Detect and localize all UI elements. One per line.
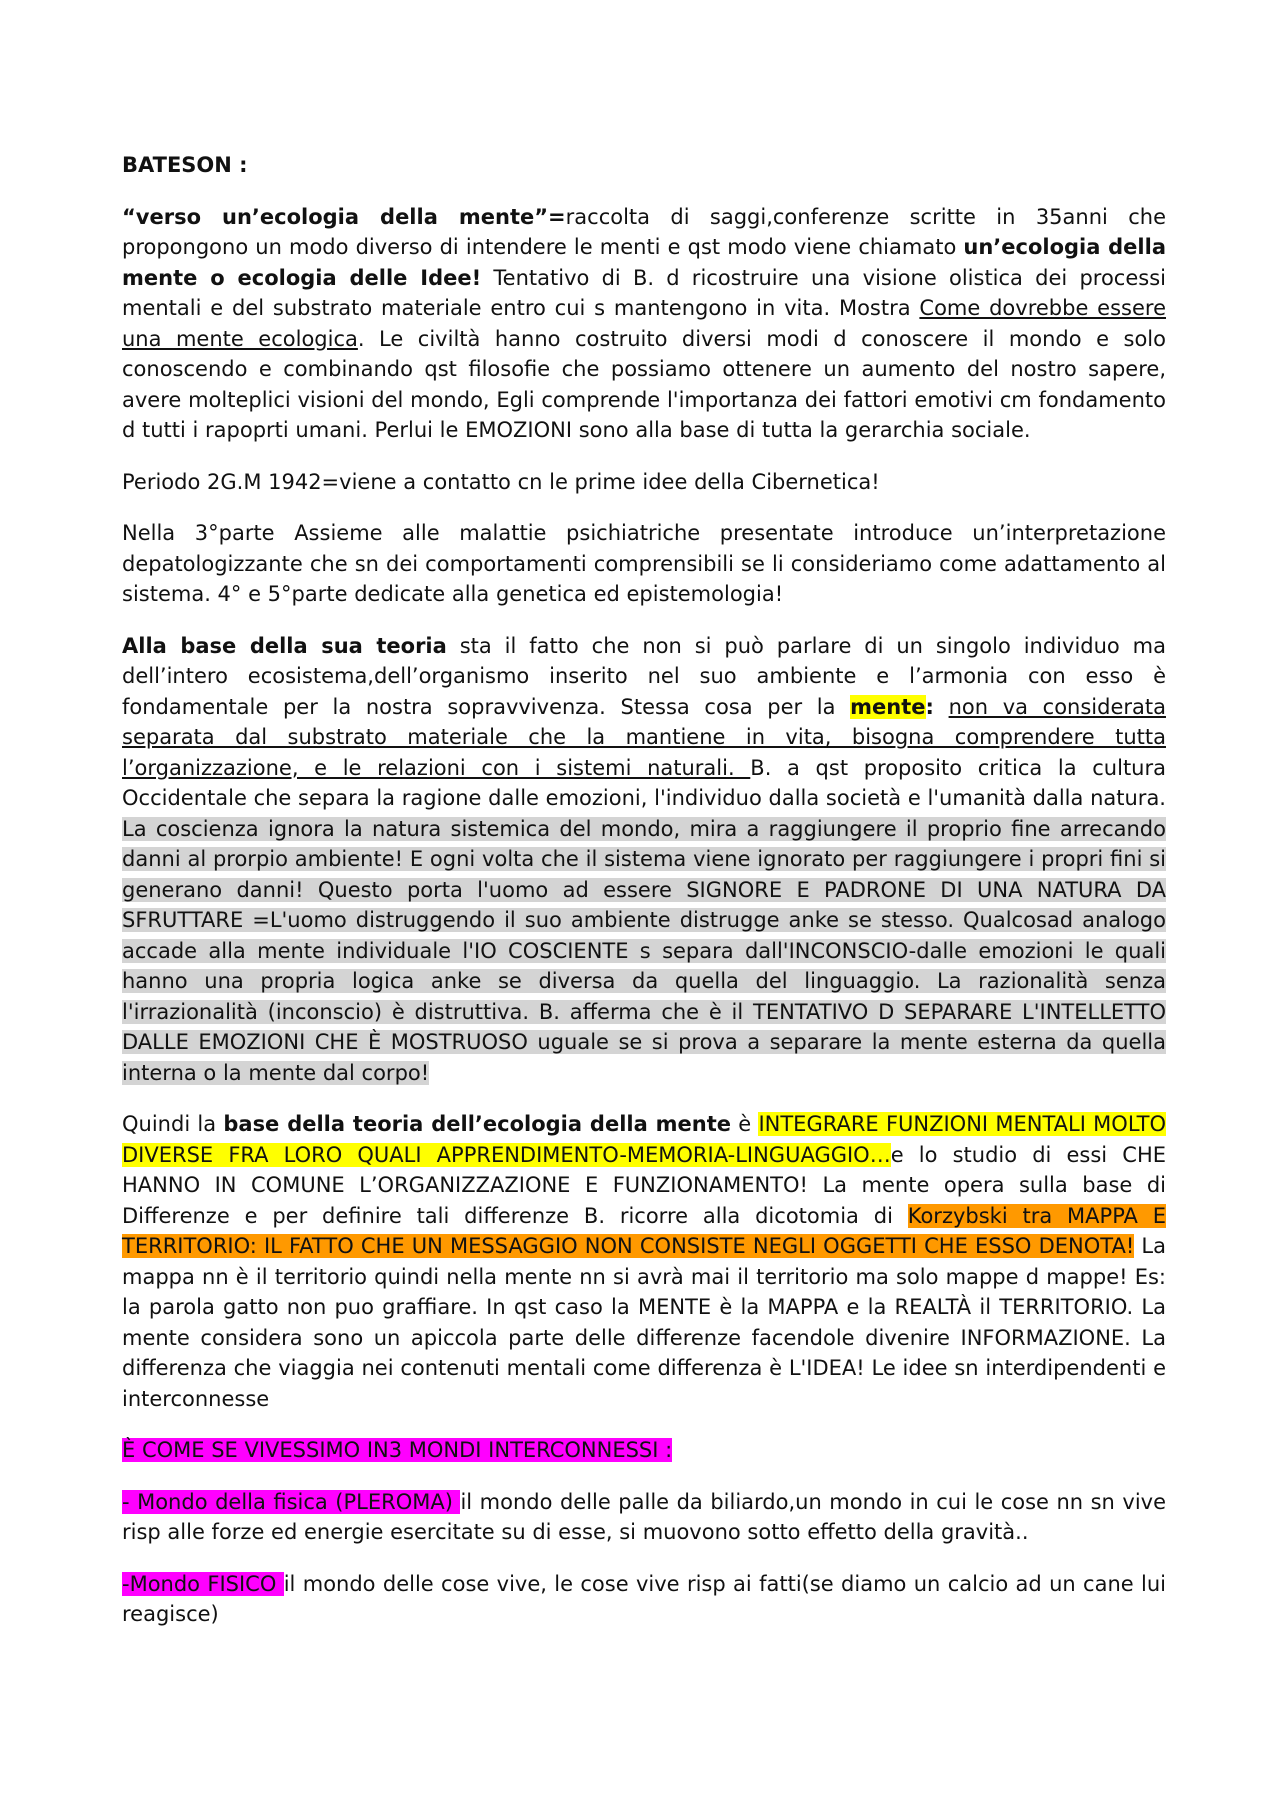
ecology-phrase: un’ecologia della mente o ecologia delle Idee! (122, 235, 1166, 290)
document-title: BATESON : (122, 153, 248, 177)
text-span: B. a qst proposito critica la cultura Occidentale che separa la ragione dalle emozioni, l'individuo dalla società e l'umanità dalla natura. (122, 755, 1166, 810)
paragraph-period: Periodo 2G.M 1942=viene a contatto cn le prime idee della Cibernetica! (122, 469, 880, 494)
bold-phrase: base della teoria dell’ecologia della mente (223, 1112, 732, 1136)
highlight-gray-passage: La coscienza ignora la natura sistemica del mondo, mira a raggiungere il proprio fine arrecando danni al prorpio ambiente! E ogni volta che il sistema viene ignorato per raggiungere i propri fini si generano danni! Questo porta l'uomo ad essere SIGNORE E PADRONE DI UNA NATURA DA SFRUTTARE =L'uomo distruggendo il suo ambiente distrugge anke se stesso. Qualcosad analogo accade alla mente individuale l'IO COSCIENTE s separa dall'INCONSCIO-dalle emozioni le quali hanno una propria logica anke se diversa da quella del linguaggio. La razionalità senza l'irrazionalità (inconscio) è distruttiva. B. afferma che è il TENTATIVO D SEPARARE L'INTELLETTO DALLE EMOZIONI CHE È MOSTRUOSO uguale se si prova a separare la mente esterna da quella interna o la mente dal corpo! (122, 816, 1166, 1085)
highlight-korzybski: Korzybski tra MAPPA E TERRITORIO: IL FATTO CHE UN MESSAGGIO NON CONSISTE NEGLI OGGETTI CHE ESSO DENOTA! (122, 1203, 1166, 1258)
text-span: La mappa nn è il territorio quindi nella mente nn si avrà mai il territorio ma solo mappe d mappe! Es: la parola gatto non puo graffiare. In qst caso la MENTE è la MAPPA e la REALTÀ il TERRITORIO. La mente considera sono un apiccola parte delle differenze facendole divenire INFORMAZIONE. La differenza che viaggia nei contenuti mentali come differenza è L'IDEA! Le idee sn interdipendenti e interconnesse (122, 1234, 1166, 1411)
text-span (934, 695, 949, 719)
text-span: il mondo delle palle da biliardo,un mondo in cui le cose nn sn vive risp alle forze ed energie esercitate su di esse, si muovono sotto effetto della gravità.. (122, 1489, 1166, 1544)
highlight-integrare: INTEGRARE FUNZIONI MENTALI MOLTO DIVERSE FRA LORO QUALI APPRENDIMENTO-MEMORIA-LINGUAGGIO… (122, 1112, 1166, 1167)
paragraph-fisico (122, 1569, 1166, 1630)
text-span: raccolta di saggi,conferenze scritte in 35anni che propongono un modo diverso di intendere le menti e qst modo viene chiamato (122, 204, 1166, 259)
underlined-statement: non va considerata separata dal substrato materiale che la mantiene in vita, bisogna comprendere tutta l’organizzazione, e le relazioni con i sistemi naturali. (122, 694, 1166, 780)
paragraph-intro (122, 202, 1166, 446)
colon: : (925, 694, 934, 719)
underlined-phrase: Come dovrebbe essere una mente ecologica (122, 296, 1166, 351)
text-span: e lo studio di essi CHE HANNO IN COMUNE L’ORGANIZZAZIONE E FUNZIONAMENTO! La mente opera sulla base di Differenze e per definire tali differenze B. ricorre alla dicotomia di (122, 1142, 1167, 1228)
highlight-fisico: -Mondo FISICO (122, 1571, 284, 1596)
text-span: . Le civiltà hanno costruito diversi modi d conoscere il mondo e solo conoscendo e combinando qst filosofie che possiamo ottenere un aumento del nostro sapere, avere molteplici visioni del mondo, Egli comprende l'importanza dei fattori emotivi cm fondamento d tutti i rapoprti umani. Perlui le EMOZIONI sono alla base di tutta la gerarchia sociale. (122, 326, 1166, 442)
document-page (122, 150, 1166, 1651)
text-span: è (731, 1112, 759, 1136)
highlight-three-worlds: È COME SE VIVESSIMO IN3 MONDI INTERCONNESSI : (122, 1438, 673, 1462)
text-span: il mondo delle cose vive, le cose vive risp ai fatti(se diamo un calcio ad un cane lui reagisce) (122, 1571, 1167, 1626)
paragraph-ecology-theory (122, 1109, 1166, 1414)
paragraph-third-part: Nella 3°parte Assieme alle malattie psichiatriche presentate introduce un’interpretazione depatologizzante che sn dei comportamenti comprensibili se li consideriamo come adattamento al sistema. 4° e 5°parte dedicate alla genetica ed epistemologia! (122, 521, 1166, 606)
text-span: sta il fatto che non si può parlare di un singolo individuo ma dell’intero ecosistema,dell’organismo inserito nel suo ambiente e l’armonia con esso è fondamentale per la nostra sopravvivenza. Stessa cosa per la (122, 633, 1166, 719)
highlight-pleroma: - Mondo della fisica (PLEROMA) (122, 1489, 461, 1514)
text-span: Quindi la (122, 1112, 224, 1136)
paragraph-theory-base (122, 631, 1166, 1089)
theory-heading: Alla base della sua teoria (122, 633, 447, 658)
text-span: Tentativo di B. d ricostruire una visione olistica dei processi mentali e del substrato materiale entro cui s mantengono in vita. Mostra (122, 265, 1166, 320)
paragraph-pleroma (122, 1487, 1166, 1548)
paragraph-three-worlds (122, 1435, 1166, 1466)
highlight-mente: mente (850, 694, 926, 719)
book-title: “verso un’ecologia della mente”= (122, 204, 566, 229)
